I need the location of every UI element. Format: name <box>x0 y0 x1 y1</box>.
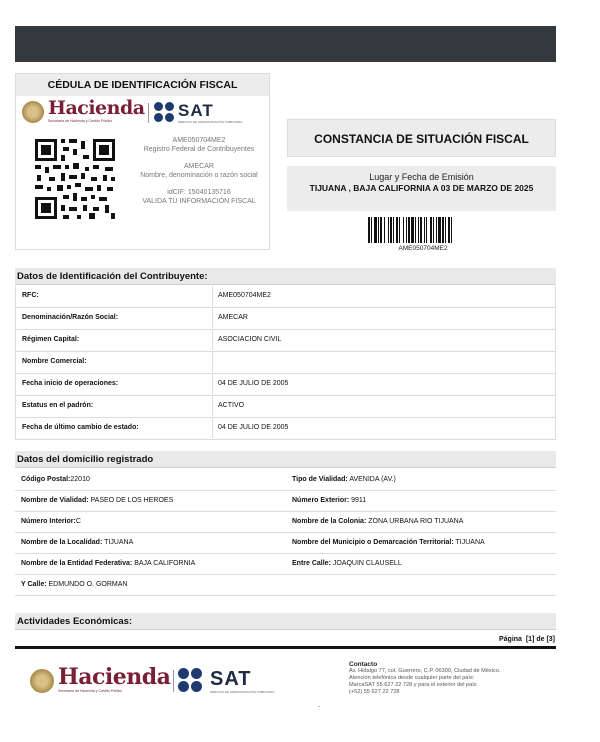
table-row <box>15 575 556 596</box>
row-value: AME050704ME2 <box>218 292 271 299</box>
row-cell: Tipo de Vialidad: AVENIDA (AV.) <box>292 476 396 483</box>
page-number: Página [1] de [3] <box>498 636 555 643</box>
footer-hacienda-subtitle: Secretaría de Hacienda y Crédito Público <box>58 689 123 693</box>
table-row <box>15 374 556 396</box>
barcode-text: AME050704ME2 <box>398 245 448 252</box>
table-row <box>15 418 556 440</box>
row-divider <box>212 330 213 350</box>
hacienda-subtitle: Secretaría de Hacienda y Crédito Público <box>48 119 113 123</box>
cedula-validation: VALIDA TU INFORMACIÓN FISCAL <box>142 198 256 205</box>
footer-hacienda-seal-icon <box>30 669 54 693</box>
row-label: Régimen Capital: <box>22 336 80 343</box>
cedula-rfc-caption: Registro Federal de Contribuyentes <box>143 146 255 153</box>
row-value: 04 DE JULIO DE 2005 <box>218 380 289 387</box>
cedula-rfc: AME050704ME2 <box>172 137 226 144</box>
row-divider <box>212 352 213 372</box>
contacto-block <box>349 661 559 696</box>
row-cell: Nombre de la Entidad Federativa: BAJA CALIFORNIA <box>21 560 196 567</box>
actividades-header: Actividades Económicas: <box>15 613 556 630</box>
row-value: 04 DE JULIO DE 2005 <box>218 424 289 431</box>
cedula-card <box>15 73 270 250</box>
table-row <box>15 470 556 491</box>
contacto-line: MarcaSAT 55 627 22 728 y para el exterior del país <box>349 682 477 688</box>
constancia-title: CONSTANCIA DE SITUACIÓN FISCAL <box>287 119 556 157</box>
row-divider <box>212 396 213 416</box>
row-cell: Número Exterior: 9911 <box>292 497 367 504</box>
identificacion-header: Datos de Identificación del Contribuyente: <box>15 268 556 285</box>
footer-sat-subtitle: SERVICIO DE ADMINISTRACIÓN TRIBUTARIA <box>210 690 275 694</box>
cedula-name-caption: Nombre, denominación o razón social <box>140 172 258 179</box>
footer-logos <box>30 665 330 701</box>
cedula-logos <box>20 97 260 130</box>
sat-subtitle: SERVICIO DE ADMINISTRACIÓN TRIBUTARIA <box>178 120 243 124</box>
footer-sat-logo: SAT <box>210 668 252 690</box>
cedula-name: AMECAR <box>184 163 214 170</box>
row-cell: Número Interior:C <box>21 518 81 525</box>
row-divider <box>212 308 213 328</box>
row-cell: Y Calle: EDMUNDO O. GORMAN <box>21 581 128 588</box>
table-row <box>15 352 556 374</box>
footer-hacienda-logo: Hacienda <box>58 664 171 690</box>
row-cell: Código Postal:22010 <box>21 476 90 483</box>
decorative-dot <box>318 706 320 707</box>
sat-dots-icon <box>154 102 174 122</box>
row-cell: Nombre de Vialidad: PASEO DE LOS HEROES <box>21 497 174 504</box>
hacienda-logo: Hacienda <box>48 97 145 119</box>
emision-value: TIJUANA , BAJA CALIFORNIA A 03 DE MARZO DE 2025 <box>309 183 534 193</box>
row-label: RFC: <box>22 292 39 299</box>
qr-code-icon <box>33 137 117 221</box>
contacto-line: Av. Hidalgo 77, col. Guerrero, C.P. 06300, Ciudad de México. <box>349 668 501 674</box>
row-label: Nombre Comercial: <box>22 358 87 365</box>
emision-title: Lugar y Fecha de Emisión <box>369 172 474 182</box>
hacienda-seal-icon <box>22 101 44 123</box>
logo-separator <box>148 103 149 123</box>
row-cell: Nombre del Municipio o Demarcación Territorial: TIJUANA <box>292 539 485 546</box>
row-divider <box>212 374 213 394</box>
table-row <box>15 286 556 308</box>
row-divider <box>212 418 213 438</box>
row-label: Fecha inicio de operaciones: <box>22 380 119 387</box>
row-value: AMECAR <box>218 314 248 321</box>
contacto-line: (+52) 55 627 22 728 <box>349 689 400 695</box>
footer-rule <box>15 646 556 649</box>
row-label: Denominación/Razón Social: <box>22 314 119 321</box>
barcode-icon <box>368 217 478 243</box>
footer-sat-dots-icon <box>178 668 204 694</box>
table-row <box>15 396 556 418</box>
table-row <box>15 330 556 352</box>
contacto-title: Contacto <box>349 661 378 668</box>
cedula-idcif: idCIF: 15040135716 <box>167 189 231 196</box>
footer-logo-separator <box>173 670 174 692</box>
row-value: ASOCIACION CIVIL <box>218 336 282 343</box>
table-row <box>15 512 556 533</box>
cedula-title: CÉDULA DE IDENTIFICACIÓN FISCAL <box>16 74 269 96</box>
top-bar <box>15 26 556 62</box>
row-label: Fecha de último cambio de estado: <box>22 424 139 431</box>
row-label: Estatus en el padrón: <box>22 402 94 409</box>
table-row <box>15 533 556 554</box>
table-row <box>15 491 556 512</box>
cedula-info <box>134 136 264 214</box>
table-row <box>15 308 556 330</box>
contacto-line: Atención telefónica desde cualquier parte del país: <box>349 675 475 681</box>
sat-logo: SAT <box>178 101 214 120</box>
domicilio-header: Datos del domicilio registrado <box>15 451 556 468</box>
row-cell: Entre Calle: JOAQUIN CLAUSELL <box>292 560 402 567</box>
row-value: ACTIVO <box>218 402 245 409</box>
row-cell: Nombre de la Localidad: TIJUANA <box>21 539 134 546</box>
emision-box <box>287 166 556 211</box>
table-row <box>15 554 556 575</box>
row-cell: Nombre de la Colonia: ZONA URBANA RIO TIJUANA <box>292 518 464 525</box>
row-divider <box>212 286 213 306</box>
